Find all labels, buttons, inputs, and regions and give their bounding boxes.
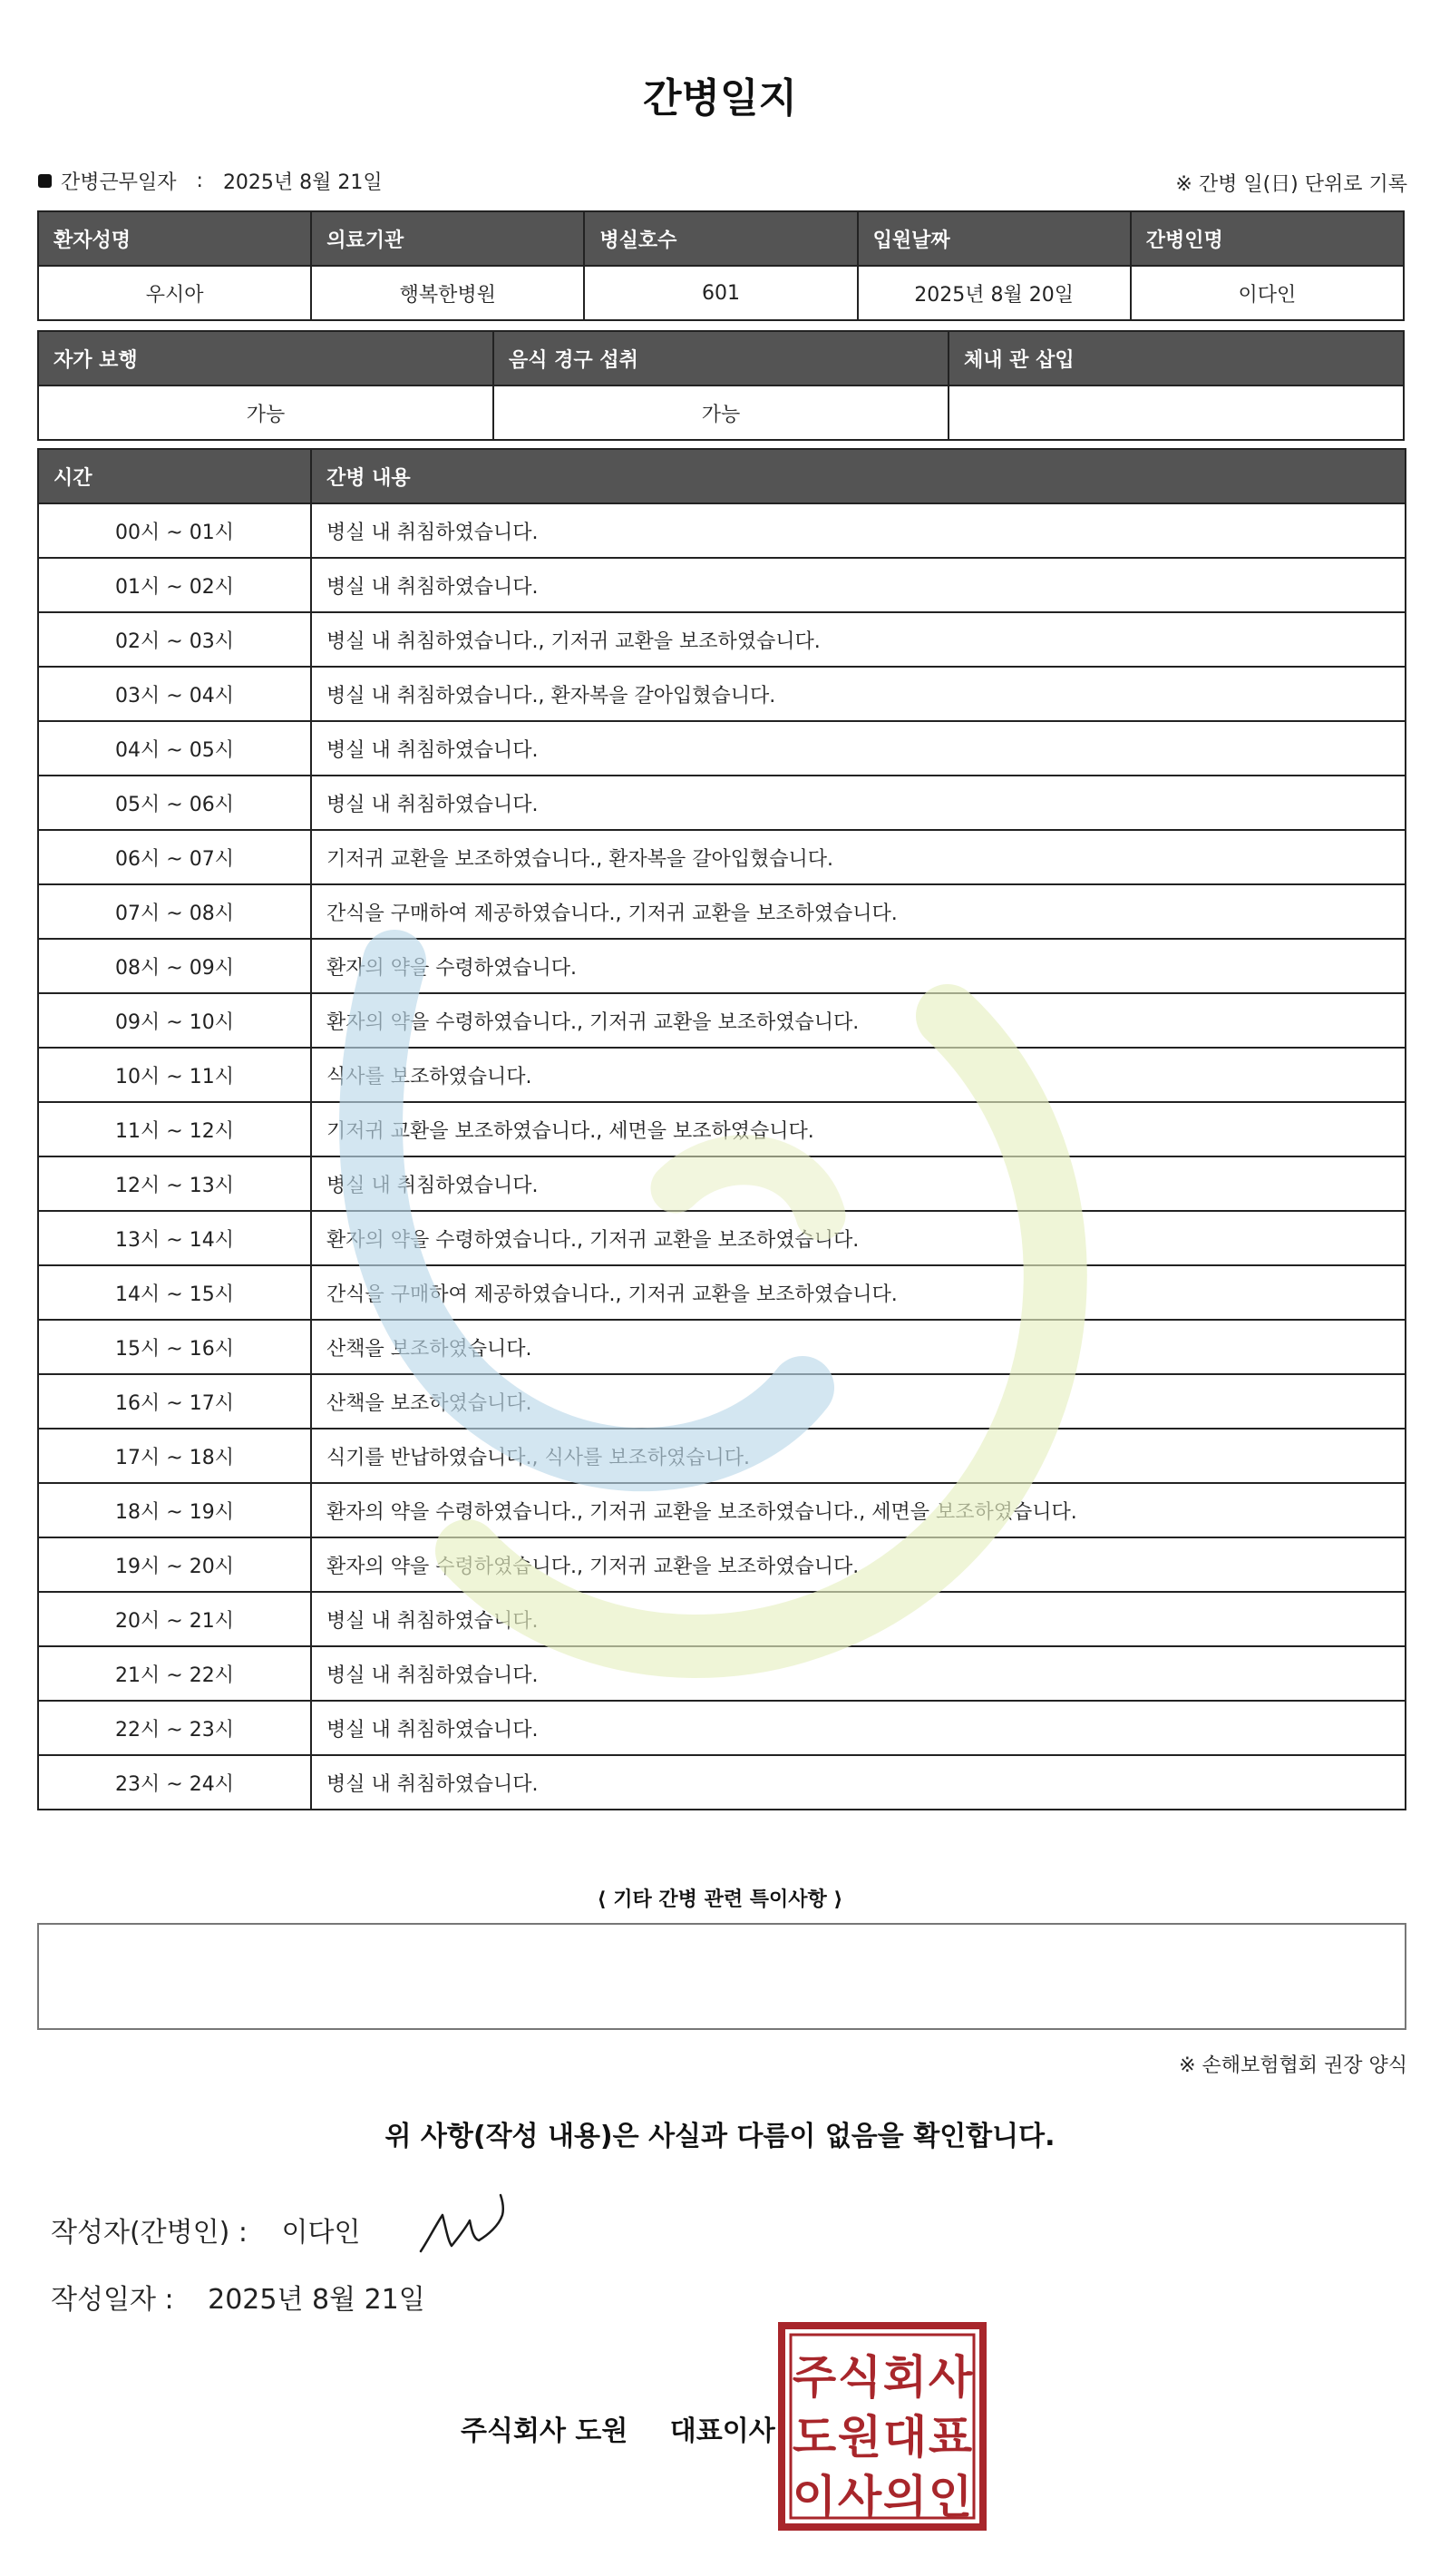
oral-intake-value: 가능: [493, 385, 949, 440]
patient-info-value-row: [38, 266, 1404, 320]
care-log-row: [38, 1429, 1406, 1483]
care-log-row: [38, 1265, 1406, 1320]
seal-glyph: 인: [928, 2471, 973, 2523]
care-log-row: [38, 1048, 1406, 1102]
care-log-content: 간식을 구매하여 제공하였습니다., 기저귀 교환을 보조하였습니다.: [311, 1265, 1406, 1320]
care-log-time: 08시 ~ 09시: [38, 939, 311, 993]
care-log-time: 02시 ~ 03시: [38, 612, 311, 667]
care-log-content: 환자의 약을 수령하였습니다., 기저귀 교환을 보조하였습니다.: [311, 1211, 1406, 1265]
care-log-row: [38, 1156, 1406, 1211]
caregiver-name-value: 이다인: [1131, 266, 1404, 320]
care-log-time: 20시 ~ 21시: [38, 1592, 311, 1646]
work-date-line: [38, 167, 383, 195]
care-log-time: 05시 ~ 06시: [38, 776, 311, 830]
seal-glyph: 식: [837, 2351, 882, 2404]
written-date-line: [51, 2277, 425, 2317]
seal-glyph: 원: [837, 2411, 882, 2464]
care-log-time: 13시 ~ 14시: [38, 1211, 311, 1265]
author-line: [51, 2210, 360, 2249]
record-unit-note: ※ 간병 일(日) 단위로 기록: [1175, 173, 1407, 196]
bullet-square-icon: [38, 174, 52, 188]
care-log-time: 01시 ~ 02시: [38, 558, 311, 612]
admission-date-value: 2025년 8월 20일: [858, 266, 1131, 320]
care-log-time: 19시 ~ 20시: [38, 1537, 311, 1592]
care-log-content: 병실 내 취침하였습니다.: [311, 1646, 1406, 1701]
care-log-content: 병실 내 취침하였습니다.: [311, 721, 1406, 776]
care-log-content: 병실 내 취침하였습니다.: [311, 1755, 1406, 1810]
work-date-value: 2025년 8월 21일: [222, 171, 383, 194]
care-log-row: [38, 721, 1406, 776]
seal-glyph: 사: [928, 2351, 973, 2404]
seal-glyph: 이: [792, 2471, 837, 2523]
header-tube-insertion: 체내 관 삽입: [949, 331, 1404, 385]
care-log-table: [37, 448, 1406, 1810]
care-log-row: [38, 558, 1406, 612]
header-room-number: 병실호수: [584, 211, 857, 266]
hospital-value: 행복한병원: [311, 266, 584, 320]
header-caregiver-name: 간병인명: [1131, 211, 1404, 266]
care-log-content: 환자의 약을 수령하였습니다., 기저귀 교환을 보조하였습니다.: [311, 993, 1406, 1048]
care-log-time: 15시 ~ 16시: [38, 1320, 311, 1374]
room-number-value: 601: [584, 266, 857, 320]
care-log-row: [38, 776, 1406, 830]
care-log-row: [38, 1211, 1406, 1265]
seal-glyph: 표: [928, 2411, 973, 2464]
seal-glyph: 대: [882, 2411, 928, 2464]
care-log-row: [38, 667, 1406, 721]
care-log-content: 식사를 보조하였습니다.: [311, 1048, 1406, 1102]
seal-glyph: 주: [792, 2351, 837, 2404]
author-name: 이다인: [281, 2217, 361, 2249]
care-log-time: 11시 ~ 12시: [38, 1102, 311, 1156]
tube-insertion-value: [949, 385, 1404, 440]
header-self-walking: 자가 보행: [38, 331, 493, 385]
care-log-time: 10시 ~ 11시: [38, 1048, 311, 1102]
care-log-content: 병실 내 취침하였습니다.: [311, 558, 1406, 612]
care-log-row: [38, 1320, 1406, 1374]
care-log-time: 23시 ~ 24시: [38, 1755, 311, 1810]
header-patient-name: 환자성명: [38, 211, 311, 266]
care-log-content: 병실 내 취침하였습니다.: [311, 1592, 1406, 1646]
care-log-time: 21시 ~ 22시: [38, 1646, 311, 1701]
care-log-content: 간식을 구매하여 제공하였습니다., 기저귀 교환을 보조하였습니다.: [311, 884, 1406, 939]
patient-name-value: 우시아: [38, 266, 311, 320]
care-log-row: [38, 612, 1406, 667]
care-log-row: [38, 939, 1406, 993]
patient-status-value-row: [38, 385, 1404, 440]
self-walking-value: 가능: [38, 385, 493, 440]
work-date-separator: :: [196, 170, 203, 192]
care-log-row: [38, 503, 1406, 558]
care-log-time: 17시 ~ 18시: [38, 1429, 311, 1483]
seal-glyph: 의: [882, 2471, 928, 2523]
care-log-time: 06시 ~ 07시: [38, 830, 311, 884]
remarks-title: ⟨ 기타 간병 관련 특이사항 ⟩: [597, 1888, 843, 1911]
header-admission-date: 입원날짜: [858, 211, 1131, 266]
patient-info-header-row: [38, 211, 1404, 266]
care-log-content: 식기를 반납하였습니다., 식사를 보조하였습니다.: [311, 1429, 1406, 1483]
care-log-row: [38, 1592, 1406, 1646]
care-log-row: [38, 1102, 1406, 1156]
care-log-body: [38, 503, 1406, 1810]
care-log-content: 병실 내 취침하였습니다., 환자복을 갈아입혔습니다.: [311, 667, 1406, 721]
care-log-time: 22시 ~ 23시: [38, 1701, 311, 1755]
written-date-label: 작성일자 :: [51, 2284, 174, 2316]
company-seal-stamp: [778, 2322, 987, 2531]
care-log-time: 04시 ~ 05시: [38, 721, 311, 776]
care-log-row: [38, 1374, 1406, 1429]
care-log-time: 14시 ~ 15시: [38, 1265, 311, 1320]
care-log-content: 환자의 약을 수령하였습니다.: [311, 939, 1406, 993]
care-log-time: 03시 ~ 04시: [38, 667, 311, 721]
care-log-row: [38, 1537, 1406, 1592]
header-oral-intake: 음식 경구 섭취: [493, 331, 949, 385]
signature-image: [415, 2188, 515, 2260]
care-log-content: 환자의 약을 수령하였습니다., 기저귀 교환을 보조하였습니다., 세면을 보조하였습니다.: [311, 1483, 1406, 1537]
care-log-content: 병실 내 취침하였습니다.: [311, 1156, 1406, 1211]
company-name: 주식회사 도원: [461, 2415, 628, 2447]
seal-glyph: 사: [837, 2471, 882, 2523]
care-log-time: 16시 ~ 17시: [38, 1374, 311, 1429]
care-log-time: 07시 ~ 08시: [38, 884, 311, 939]
representative-title: 대표이사: [669, 2415, 775, 2447]
care-log-content: 병실 내 취침하였습니다.: [311, 1701, 1406, 1755]
care-log-content: 산책을 보조하였습니다.: [311, 1374, 1406, 1429]
care-log-content: 환자의 약을 수령하였습니다., 기저귀 교환을 보조하였습니다.: [311, 1537, 1406, 1592]
company-line: [461, 2408, 775, 2448]
remarks-box: [37, 1923, 1406, 2030]
seal-glyph: 회: [882, 2351, 928, 2404]
patient-status-table: [37, 330, 1405, 441]
care-log-content: 산책을 보조하였습니다.: [311, 1320, 1406, 1374]
care-log-row: [38, 1483, 1406, 1537]
care-log-content: 병실 내 취침하였습니다.: [311, 776, 1406, 830]
care-log-row: [38, 1646, 1406, 1701]
care-log-header-row: [38, 449, 1406, 503]
care-log-row: [38, 884, 1406, 939]
care-log-row: [38, 1701, 1406, 1755]
care-log-row: [38, 993, 1406, 1048]
header-care-content: 간병 내용: [311, 449, 1406, 503]
work-date-label: 간병근무일자: [61, 171, 177, 194]
care-log-time: 00시 ~ 01시: [38, 503, 311, 558]
care-log-time: 09시 ~ 10시: [38, 993, 311, 1048]
confirmation-statement: 위 사항(작성 내용)은 사실과 다름이 없음을 확인합니다.: [384, 2121, 1056, 2152]
header-hospital: 의료기관: [311, 211, 584, 266]
care-log-time: 12시 ~ 13시: [38, 1156, 311, 1211]
author-label: 작성자(간병인) :: [51, 2217, 248, 2249]
header-time: 시간: [38, 449, 311, 503]
care-log-row: [38, 830, 1406, 884]
written-date-value: 2025년 8월 21일: [208, 2284, 425, 2316]
form-source-footnote: ※ 손해보험협회 권장 양식: [1179, 2054, 1407, 2077]
patient-info-table: [37, 210, 1405, 321]
care-log-content: 병실 내 취침하였습니다.: [311, 503, 1406, 558]
seal-glyph: 도: [792, 2411, 837, 2464]
care-log-time: 18시 ~ 19시: [38, 1483, 311, 1537]
care-log-row: [38, 1755, 1406, 1810]
care-log-content: 기저귀 교환을 보조하였습니다., 환자복을 갈아입혔습니다.: [311, 830, 1406, 884]
document-title: 간병일지: [642, 75, 797, 122]
care-log-content: 병실 내 취침하였습니다., 기저귀 교환을 보조하였습니다.: [311, 612, 1406, 667]
patient-status-header-row: [38, 331, 1404, 385]
care-log-content: 기저귀 교환을 보조하였습니다., 세면을 보조하였습니다.: [311, 1102, 1406, 1156]
